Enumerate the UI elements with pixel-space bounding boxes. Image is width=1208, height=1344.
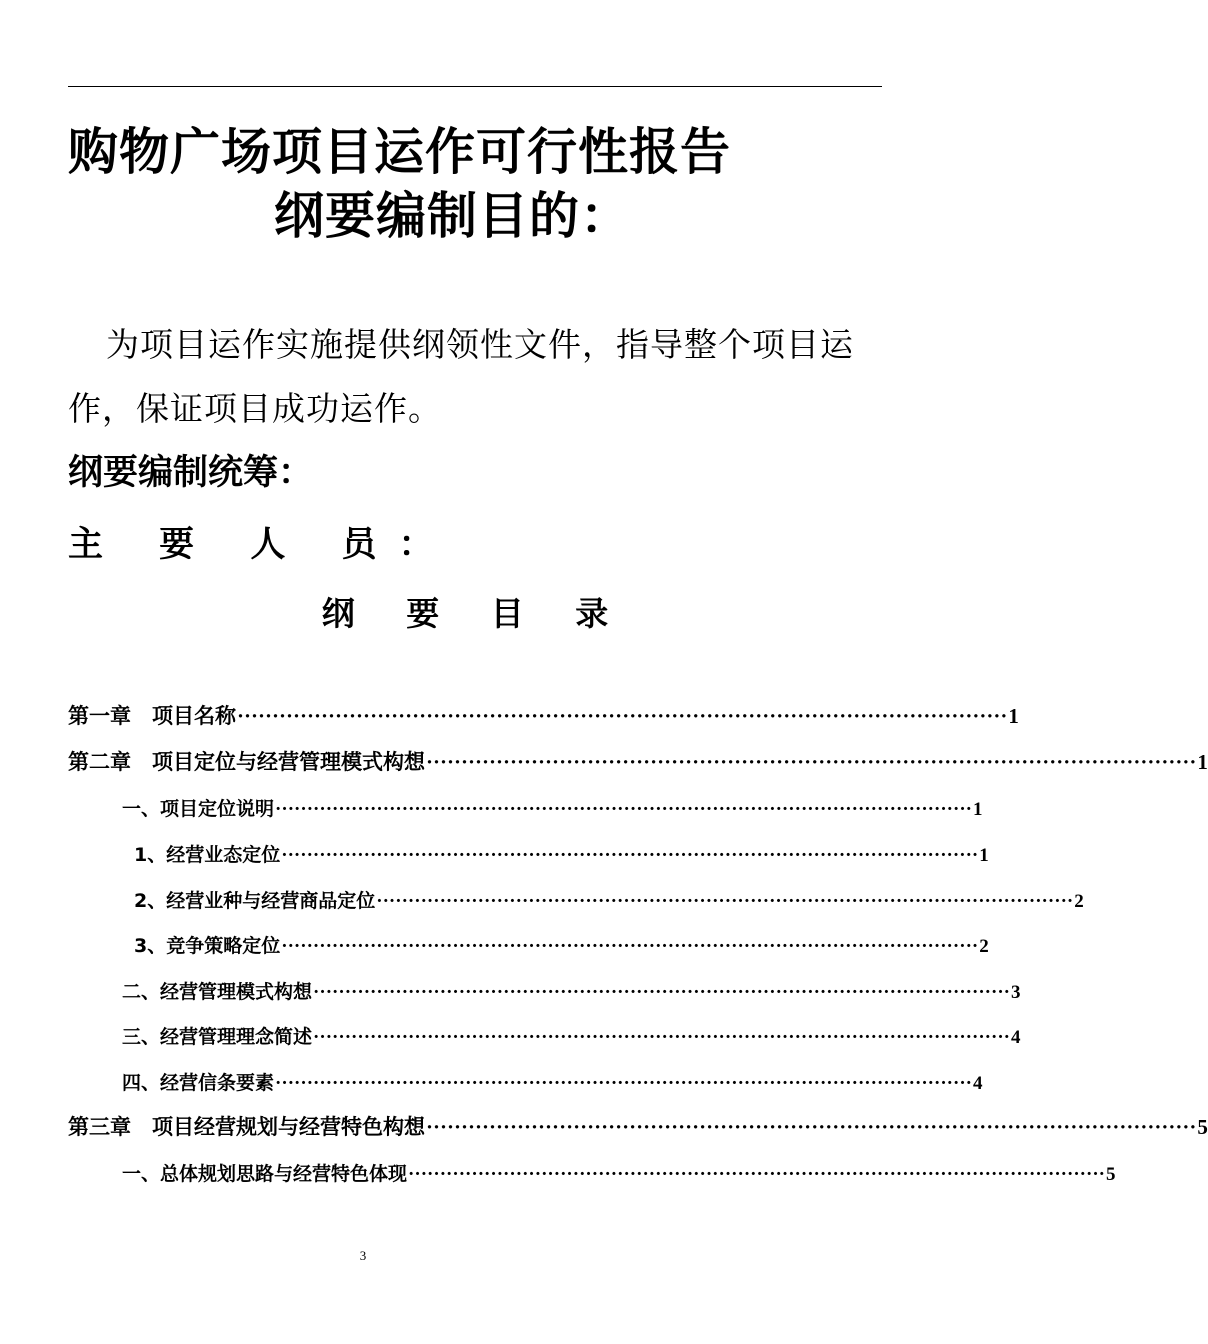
toc-entry-label: 三、经营管理理念简述 xyxy=(122,1026,313,1048)
toc-entry-page: 5 xyxy=(1106,1164,1116,1185)
toc-leader-dots: ·············································································································· xyxy=(275,799,973,820)
toc-entry-label: 一、总体规划思路与经营特色体现 xyxy=(122,1163,408,1185)
toc-entry-label: 二、经营管理模式构想 xyxy=(122,981,313,1003)
toc-leader-dots: ·············································································································· xyxy=(237,704,1008,728)
staff-label: 主 要 人 员： xyxy=(68,525,456,565)
toc-leader-dots: ·············································································································· xyxy=(426,750,1197,774)
toc-title: 纲 要 目 录 xyxy=(321,594,629,633)
toc-leader-dots: ·············································································································· xyxy=(281,845,979,866)
toc-entry-label: 一、项目定位说明 xyxy=(122,798,275,820)
toc-entry-page: 5 xyxy=(1197,1115,1208,1139)
toc-entry[interactable] xyxy=(122,1068,983,1096)
toc-entry-label: 第三章 项目经营规划与经营特色构想 xyxy=(68,1115,425,1139)
toc-entry[interactable] xyxy=(68,746,1208,776)
toc-entry-label: 第二章 项目定位与经营管理模式构想 xyxy=(68,750,425,774)
toc-entry-page: 1 xyxy=(1197,750,1208,774)
toc-entry-label: 2、经营业种与经营商品定位 xyxy=(134,890,376,912)
toc-leader-dots: ·············································································································· xyxy=(275,1073,973,1094)
toc-entry-page: 4 xyxy=(1011,1027,1021,1048)
toc-leader-dots: ·············································································································· xyxy=(313,982,1011,1003)
toc-entry-label: 第一章 项目名称 xyxy=(68,704,236,728)
coordination-label: 纲要编制统筹： xyxy=(68,453,314,493)
purpose-heading: 纲要编制目的： xyxy=(274,187,631,245)
toc-leader-dots: ·············································································································· xyxy=(376,891,1074,912)
toc-entry-page: 2 xyxy=(1074,891,1084,912)
toc-entry-label: 3、竞争策略定位 xyxy=(134,935,281,957)
toc-entry[interactable] xyxy=(122,977,1021,1005)
toc-entry[interactable] xyxy=(122,1159,1116,1187)
toc-entry-label: 四、经营信条要素 xyxy=(122,1072,275,1094)
purpose-paragraph: 为项目运作实施提供纲领性文件，指导整个项目运作，保证项目成功运作。 xyxy=(68,325,854,428)
toc-entry-page: 1 xyxy=(973,799,983,820)
toc-entry-page: 2 xyxy=(979,936,989,957)
toc-entry[interactable] xyxy=(134,840,989,868)
toc-entry[interactable] xyxy=(122,794,983,822)
toc-entry-page: 1 xyxy=(979,845,989,866)
toc-leader-dots: ·············································································································· xyxy=(313,1027,1011,1048)
toc-entry[interactable] xyxy=(68,700,1019,730)
page-number: 3 xyxy=(359,1248,367,1263)
header-rule xyxy=(68,86,882,87)
toc-leader-dots: ·············································································································· xyxy=(281,936,979,957)
toc-leader-dots: ·············································································································· xyxy=(408,1164,1106,1185)
toc-entry[interactable] xyxy=(134,931,989,959)
toc-entry-page: 4 xyxy=(973,1073,983,1094)
toc-entry-page: 3 xyxy=(1011,982,1021,1003)
document-title: 购物广场项目运作可行性报告 xyxy=(68,123,731,181)
toc-entry-label: 1、经营业态定位 xyxy=(134,844,281,866)
toc-entry[interactable] xyxy=(122,1022,1021,1050)
toc-entry[interactable] xyxy=(68,1111,1208,1141)
toc-entry-page: 1 xyxy=(1008,704,1019,728)
toc-leader-dots: ·············································································································· xyxy=(426,1115,1197,1139)
toc-entry[interactable] xyxy=(134,886,1084,914)
